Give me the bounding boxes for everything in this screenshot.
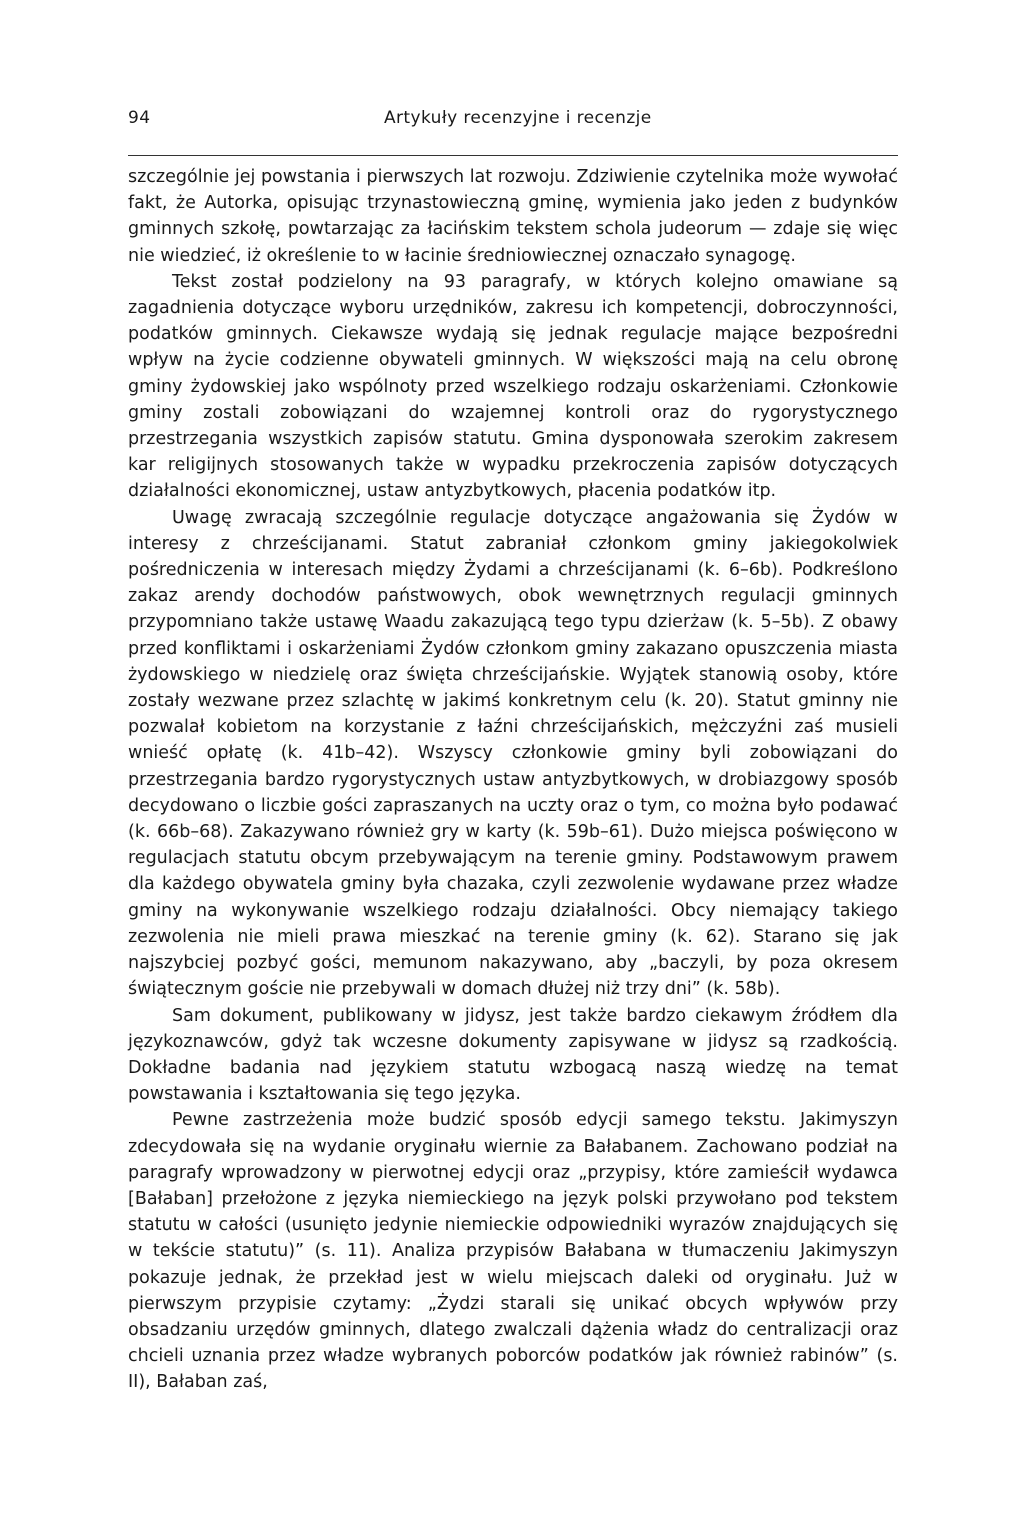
header-divider	[128, 155, 898, 156]
paragraph: Sam dokument, publikowany w jidysz, jest także bardzo ciekawym źródłem dla językoznawców, gdyż tak wczesne dokumenty zapisywane w jidysz są rzadkością. Dokładne badania nad językiem statutu wzbogacą naszą wiedzę na temat powstawania i kształtowania się tego języka.	[128, 1005, 898, 1105]
paragraph: szczególnie jej powstania i pierwszych lat rozwoju. Zdziwienie czytelnika może wywołać fakt, że Autorka, opisując trzynastowieczną gminę, wymienia jako jeden z budynków gminnych szkołę, powtarzając za łacińskim tekstem schola judeorum — zdaje się więc nie wiedzieć, iż określenie to w łacinie średniowiecznej oznaczało synagogę.	[128, 167, 898, 266]
running-title: Artykuły recenzyjne i recenzje	[384, 108, 652, 128]
article-body	[128, 164, 898, 1396]
running-head	[128, 108, 898, 138]
paragraph: Uwagę zwracają szczególnie regulacje dotyczące angażowania się Żydów w interesy z chrześcijanami. Statut zabraniał członkom gminy jakiegokolwiek pośredniczenia w interesach między Żydami a chrześcijanami (k. 6–6b). Podkreślono zakaz arendy dochodów państwowych, obok wewnętrznych regulacji gminnych przypomniano także ustawę Waadu zakazującą tego typu dzierżaw (k. 5–5b). Z obawy przed konfliktami i oskarżeniami Żydów członkom gminy zakazano opuszczenia miasta żydowskiego w niedzielę oraz święta chrześcijańskie. Wyjątek stanowią osoby, które zostały wezwane przez szlachtę w jakimś konkretnym celu (k. 20). Statut gminny nie pozwalał kobietom na korzystanie z łaźni chrześcijańskich, mężczyźni zaś musieli wnieść opłatę (k. 41b–42). Wszyscy członkowie gminy byli zobowiązani do przestrzegania bardzo rygorystycznych ustaw antyzbytkowych, w drobiazgowy sposób decydowano o liczbie gości zapraszanych na uczty oraz o tym, co można było podawać (k. 66b–68). Zakazywano również gry w karty (k. 59b–61). Dużo miejsca poświęcono w regulacjach statutu obcym przebywającym na terenie gminy. Podstawowym prawem dla każdego obywatela gminy była chazaka, czyli zezwolenie wydawane przez władze gminy na wykonywanie wszelkiego rodzaju działalności. Obcy niemający takiego zezwolenia nie mieli prawa mieszkać na terenie gminy (k. 62). Starano się jak najszybciej pozbyć gości, memunom nakazywano, aby „baczyli, by poza okresem świątecznym goście nie przebywali w domach dłużej niż trzy dni” (k. 58b).	[128, 507, 898, 1000]
paragraph: Pewne zastrzeżenia może budzić sposób edycji samego tekstu. Jakimyszyn zdecydowała się na wydanie oryginału wiernie za Bałabanem. Zachowano podział na paragrafy wprowadzony w pierwotnej edycji oraz „przypisy, które zamieścił wydawca [Bałaban] przełożone z języka niemieckiego na język polski przywołano pod tekstem statutu w całości (usunięto jedynie niemieckie odpowiedniki wyrazów znajdujących się w tekście statutu)” (s. 11). Analiza przypisów Bałabana w tłumaczeniu Jakimyszyn pokazuje jednak, że przekład jest w wielu miejscach daleki od oryginału. Już w pierwszym przypisie czytamy: „Żydzi starali się unikać obcych wpływów przy obsadzaniu urzędów gminnych, dlatego zwalczali dążenia władz do centralizacji oraz chcieli uznania przez władze wybranych poborców podatków jak również rabinów” (s. II), Bałaban zaś,	[128, 1110, 898, 1393]
page-number: 94	[128, 108, 151, 128]
paragraph: Tekst został podzielony na 93 paragrafy, w których kolejno omawiane są zagadnienia dotyczące wyboru urzędników, zakresu ich kompetencji, dobroczynności, podatków gminnych. Ciekawsze wydają się jednak regulacje mające bezpośredni wpływ na życie codzienne obywateli gminnych. W większości mają na celu obronę gminy żydowskiej jako wspólnoty przed wszelkiego rodzaju oskarżeniami. Członkowie gminy zostali zobowiązani do wzajemnej kontroli oraz do rygorystycznego przestrzegania wszystkich zapisów statutu. Gmina dysponowała szerokim zakresem kar religijnych stosowanych także w wypadku przekroczenia zapisów dotyczących działalności ekonomicznej, ustaw antyzbytkowych, płacenia podatków itp.	[128, 271, 898, 502]
